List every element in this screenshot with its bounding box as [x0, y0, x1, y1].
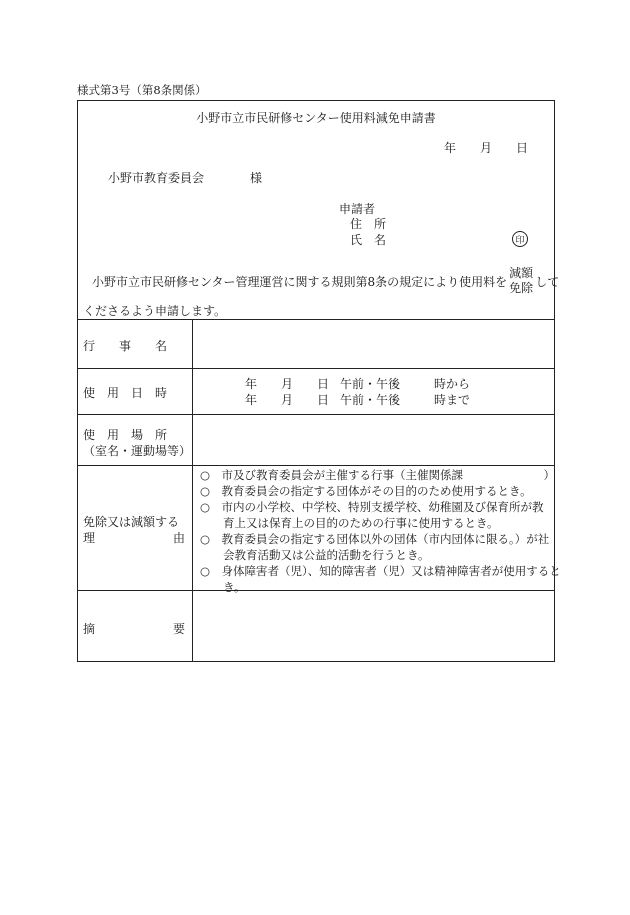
request-text-tail: して: [535, 274, 560, 289]
event-name-field[interactable]: [193, 319, 554, 367]
reason-option-organized[interactable]: ○ 市及び教育委員会が主催する行事（主催関係課 ）: [200, 468, 556, 482]
request-text-main: 小野市立市民研修センター管理運営に関する規則第8条の規定により使用料を: [92, 274, 508, 289]
reason-label-line2: [83, 529, 185, 546]
reduction-exemption-choice: [509, 266, 533, 296]
usage-place-field[interactable]: [193, 414, 554, 464]
reason-option-schools-cont: 育上又は保育上の目的のための行事に使用するとき。: [200, 516, 499, 530]
start-day-unit: 日: [317, 377, 330, 391]
summary-field[interactable]: [193, 590, 554, 661]
application-form: [77, 100, 561, 662]
reason-option-other-group-cont: 会教育活動又は公益的活動を行うとき。: [200, 548, 430, 562]
reason-label: 免除又は減額する: [83, 515, 180, 529]
start-ampm: 午前・午後: [340, 377, 401, 391]
request-sentence: [92, 266, 559, 296]
end-ampm: 午前・午後: [340, 393, 401, 407]
start-time-unit: 時から: [434, 377, 471, 391]
end-time-unit: 時まで: [434, 393, 471, 407]
end-month-unit: 月: [281, 393, 294, 407]
applicant-label: 申請者: [339, 202, 376, 216]
reason-option-other-group[interactable]: ○ 教育委員会の指定する団体以外の団体（市内団体に限る。）が社: [200, 532, 550, 546]
reason-option-designated-group[interactable]: ○ 教育委員会の指定する団体がその目的のため使用するとき。: [200, 484, 532, 498]
end-year-unit: 年: [245, 393, 258, 407]
date-year: 年: [444, 141, 457, 155]
reason-option-disability-cont: き。: [200, 580, 246, 594]
addressee-honorific: 様: [250, 171, 263, 185]
choice-exemption: 免除: [509, 281, 534, 295]
reason-option-schools[interactable]: ○ 市内の小学校、中学校、特別支援学校、幼稚園及び保育所が教: [200, 500, 544, 514]
choice-reduction: 減額: [509, 266, 534, 280]
addressee-name: 小野市教育委員会: [108, 171, 205, 185]
seal-mark-icon: 印: [512, 231, 528, 247]
end-day-unit: 日: [317, 393, 330, 407]
usage-datetime-label: 使 用 日 時: [83, 386, 168, 400]
reason-option-disability[interactable]: ○ 身体障害者（児）、知的障害者（児）又は精神障害者が使用すると: [200, 564, 561, 578]
date-day: 日: [516, 141, 529, 155]
reason-label-char-b: 由: [172, 531, 185, 545]
applicant-address-label: 住 所: [350, 217, 387, 231]
reason-label-char-a: 理: [83, 531, 96, 545]
summary-label-char-b: 要: [172, 622, 185, 636]
row-divider: [78, 465, 554, 466]
applicant-name-label: 氏 名: [350, 233, 387, 247]
start-year-unit: 年: [245, 377, 258, 391]
date-month: 月: [480, 141, 493, 155]
summary-label: [83, 620, 185, 637]
usage-place-label: 使 用 場 所: [83, 428, 168, 442]
event-name-label: 行 事 名: [83, 339, 168, 353]
form-title: 小野市立市民研修センター使用料減免申請書: [196, 111, 436, 125]
summary-label-char-a: 摘: [83, 622, 96, 636]
request-text-line2: くださるよう申請します。: [83, 304, 227, 318]
form-number-label: 様式第3号（第8条関係）: [77, 83, 207, 97]
usage-place-sublabel: （室名・運動場等）: [83, 444, 192, 458]
start-month-unit: 月: [281, 377, 294, 391]
